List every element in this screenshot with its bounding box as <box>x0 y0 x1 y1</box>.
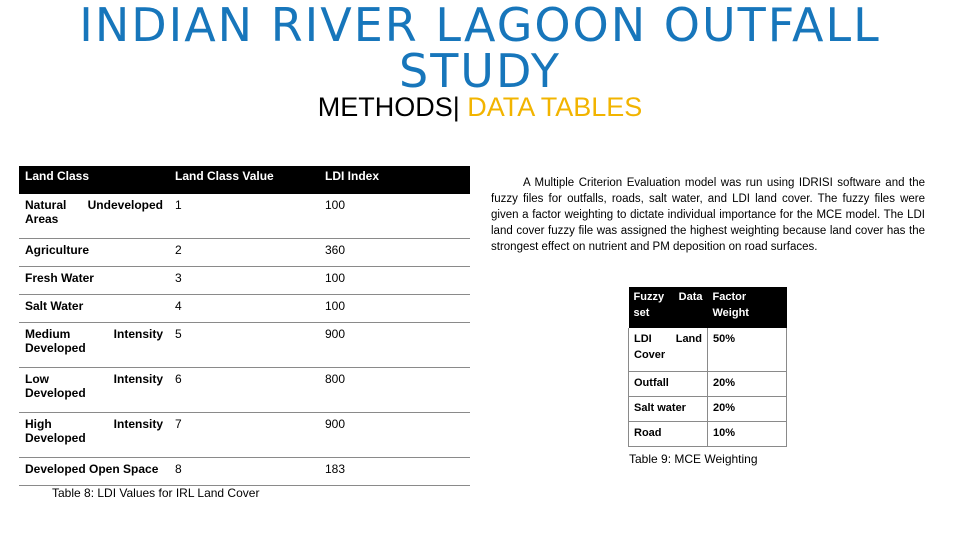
land-class-cell <box>19 323 169 368</box>
factor-weight-cell: 10% <box>708 422 787 447</box>
land-class-word: Developed <box>25 341 86 355</box>
table-row <box>629 397 787 422</box>
page-subtitle <box>0 92 960 122</box>
table-row <box>19 368 470 413</box>
factor-weight-cell: 50% <box>708 328 787 372</box>
table-row <box>19 239 470 267</box>
fuzzy-set-cell: Road <box>629 422 708 447</box>
header-word: Weight <box>712 307 749 319</box>
table9-caption: Table 9: MCE Weighting <box>629 452 758 466</box>
header-word: Factor <box>712 291 747 303</box>
land-class-cell: Agriculture <box>19 239 169 267</box>
table-row <box>19 267 470 295</box>
ldi-index-cell: 900 <box>319 323 470 368</box>
mce-weighting-table <box>628 287 787 447</box>
col-factor-weight <box>708 287 787 328</box>
page-title: INDIAN RIVER LAGOON OUTFALL STUDY <box>79 0 881 98</box>
subtitle-methods: METHODS| <box>317 92 460 122</box>
factor-weight-cell: 20% <box>708 372 787 397</box>
table-row <box>629 372 787 397</box>
ldi-values-table <box>19 166 470 486</box>
land-class-cell <box>19 194 169 239</box>
land-class-value-cell: 4 <box>169 295 319 323</box>
header-word: Data <box>678 291 703 303</box>
ldi-index-cell: 900 <box>319 413 470 458</box>
land-class-word: High <box>25 417 52 431</box>
col-fuzzy-data-set <box>629 287 708 328</box>
table-header-row <box>629 287 787 328</box>
ldi-index-cell: 800 <box>319 368 470 413</box>
fuzzy-set-cell: Salt water <box>629 397 708 422</box>
land-class-word: Intensity <box>113 417 163 431</box>
table-header-row <box>19 166 470 194</box>
col-land-class-value: Land Class Value <box>169 166 319 194</box>
land-class-value-cell: 5 <box>169 323 319 368</box>
table-row <box>629 422 787 447</box>
land-class-value-cell: 3 <box>169 267 319 295</box>
land-class-cell: Salt Water <box>19 295 169 323</box>
ldi-index-cell: 100 <box>319 267 470 295</box>
land-class-cell: Developed Open Space <box>19 458 169 486</box>
fuzzy-set-cell <box>629 328 708 372</box>
fuzzy-set-cell: Outfall <box>629 372 708 397</box>
land-class-word: Intensity <box>113 372 163 386</box>
header-word: Fuzzy <box>633 291 665 303</box>
table-row <box>19 323 470 368</box>
land-class-word: Low <box>25 372 49 386</box>
ldi-index-cell: 183 <box>319 458 470 486</box>
table-row <box>19 295 470 323</box>
factor-weight-cell: 20% <box>708 397 787 422</box>
table-row <box>19 458 470 486</box>
ldi-index-cell: 100 <box>319 295 470 323</box>
land-class-word: Medium <box>25 327 71 341</box>
fuzzy-set-word: Land <box>675 333 702 345</box>
table-row <box>19 413 470 458</box>
ldi-index-cell: 100 <box>319 194 470 239</box>
land-class-word: Areas <box>25 212 59 226</box>
table-row <box>629 328 787 372</box>
land-class-value-cell: 6 <box>169 368 319 413</box>
land-class-word: Intensity <box>113 327 163 341</box>
land-class-value-cell: 7 <box>169 413 319 458</box>
header-word: set <box>633 307 650 319</box>
method-description: A Multiple Criterion Evaluation model was run using IDRISI software and the fuzzy files for outfalls, roads, salt water, and LDI land cover. The fuzzy files were given a factor weighting to dictate individual importance for the MCE model. The LDI land cover fuzzy file was assigned the highest weighting because land cover has the strongest effect on nutrient and PM deposition on road surfaces. <box>491 177 925 253</box>
col-ldi-index: LDI Index <box>319 166 470 194</box>
land-class-value-cell: 8 <box>169 458 319 486</box>
land-class-value-cell: 1 <box>169 194 319 239</box>
fuzzy-set-word: LDI <box>634 333 652 345</box>
table-row <box>19 194 470 239</box>
fuzzy-set-word: Cover <box>634 349 666 361</box>
land-class-word: Developed <box>25 431 86 445</box>
col-land-class: Land Class <box>19 166 169 194</box>
land-class-cell: Fresh Water <box>19 267 169 295</box>
land-class-word: Undeveloped <box>87 198 163 212</box>
table8-caption: Table 8: LDI Values for IRL Land Cover <box>52 486 260 500</box>
ldi-index-cell: 360 <box>319 239 470 267</box>
land-class-cell <box>19 413 169 458</box>
land-class-word: Developed <box>25 386 86 400</box>
subtitle-data-tables: DATA TABLES <box>459 92 643 122</box>
land-class-word: Natural <box>25 198 67 212</box>
land-class-value-cell: 2 <box>169 239 319 267</box>
land-class-cell <box>19 368 169 413</box>
